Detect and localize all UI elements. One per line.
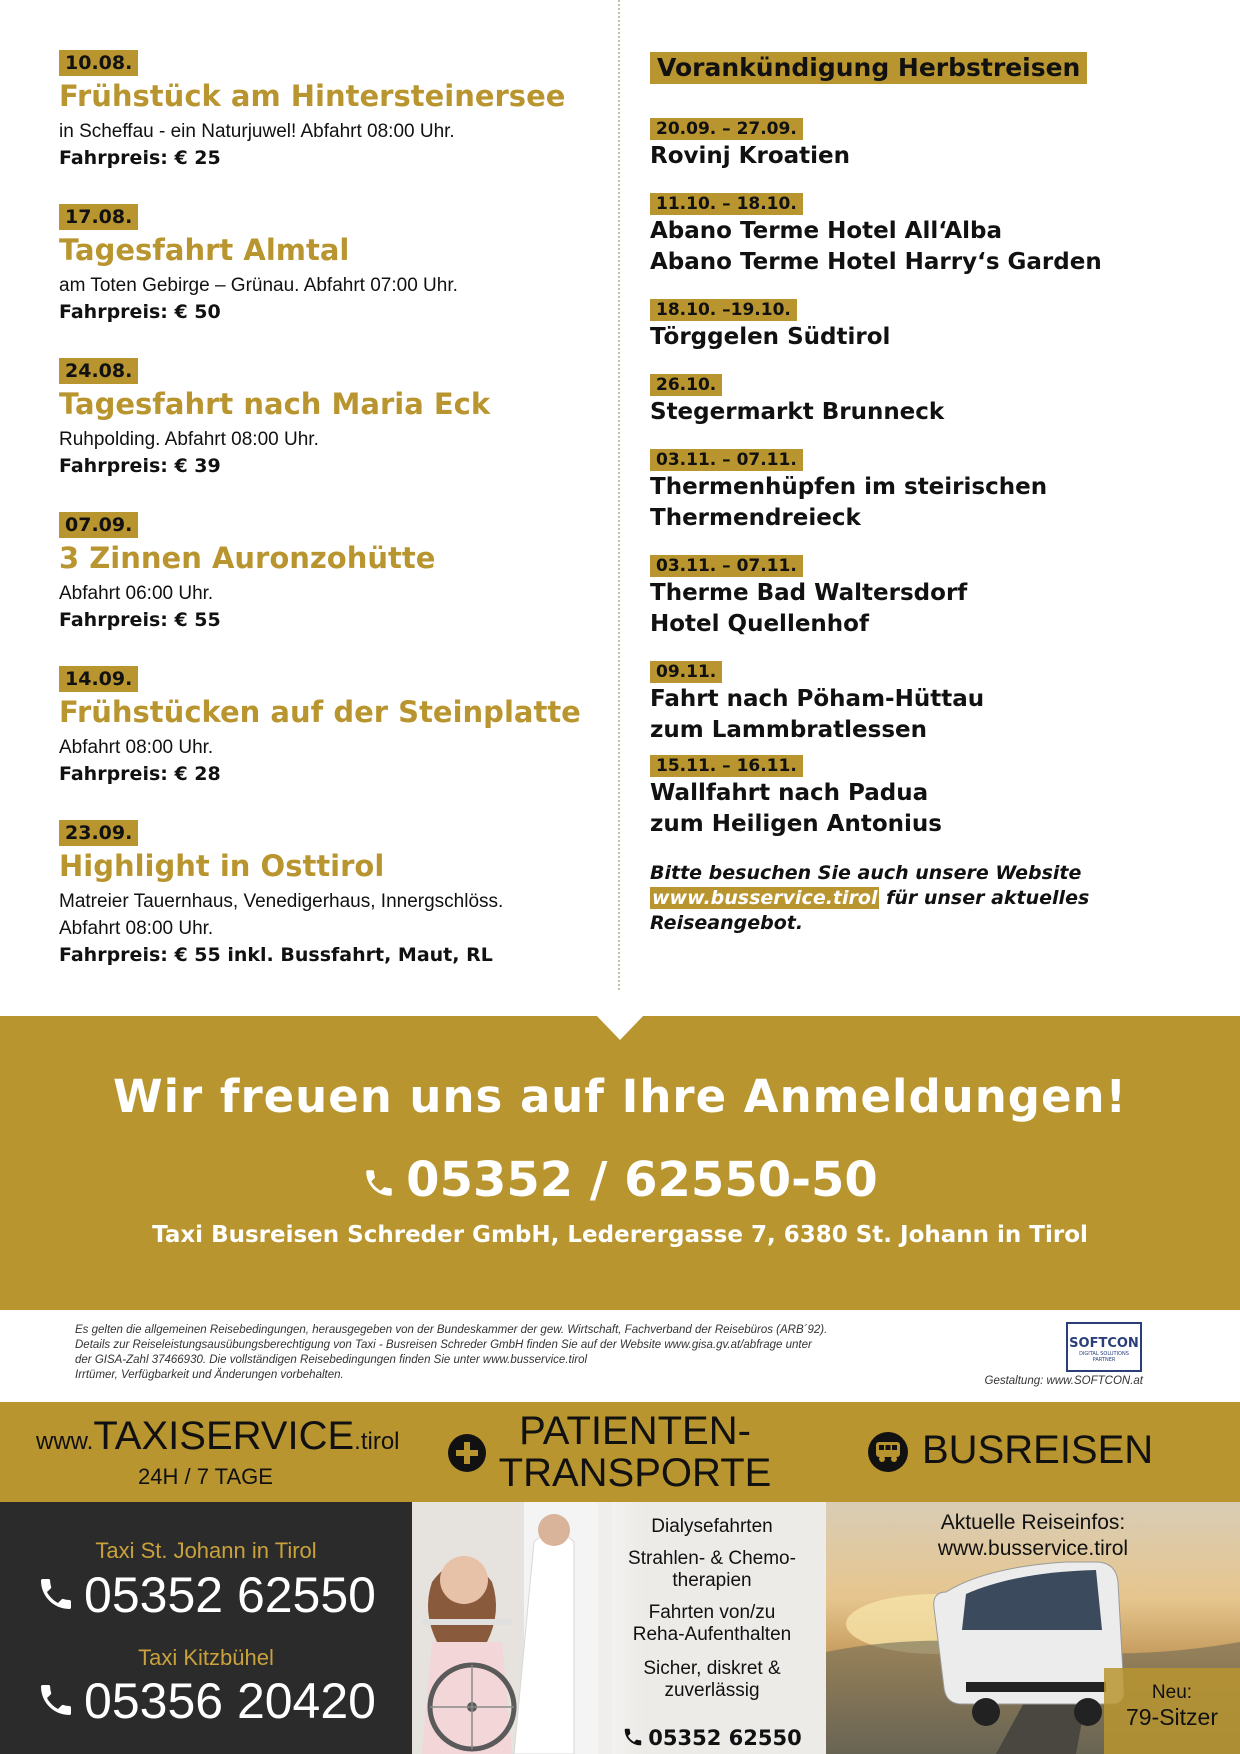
taxi-phone[interactable] — [0, 1566, 412, 1624]
legal-line: Es gelten die allgemeinen Reisebedingungen, herausgegeben von der Bundeskammer der gew. Wirtschaft, Fachverband der Reisebüros (ARB´92). — [75, 1324, 828, 1336]
trip-description: Abfahrt 08:00 Uhr. — [59, 737, 214, 758]
banner-phone-number: 05352 / 62550-50 — [406, 1152, 878, 1208]
trip-description: Abfahrt 06:00 Uhr. — [59, 583, 214, 604]
trip-item — [59, 358, 609, 480]
announcement-title: Thermendreieck — [650, 505, 861, 531]
announcement-item — [650, 449, 1220, 533]
date-badge: 14.09. — [59, 666, 138, 692]
announcement-item — [650, 555, 1220, 639]
www-prefix: www. — [36, 1428, 94, 1455]
taxi-phone[interactable] — [0, 1672, 412, 1730]
patient-illustration — [412, 1502, 612, 1754]
care-phone-number: 05352 62550 — [648, 1726, 802, 1750]
patient-transport-label — [490, 1410, 780, 1494]
date-badge: 24.08. — [59, 358, 138, 384]
announcement-title: Therme Bad Waltersdorf — [650, 580, 968, 606]
announcement-title: Wallfahrt nach Padua — [650, 780, 929, 806]
badge-line: Neu: — [1151, 1682, 1193, 1703]
announcement-title: Fahrt nach Pöham-Hüttau — [650, 686, 985, 712]
announcement-title: Törggelen Südtirol — [650, 324, 891, 350]
care-line: Strahlen- & Chemo- — [628, 1548, 796, 1569]
care-phone[interactable] — [598, 1726, 826, 1750]
badge-line: 79-Sitzer — [1125, 1704, 1219, 1730]
trip-description: in Scheffau - ein Naturjuwel! Abfahrt 08:00 Uhr. — [59, 121, 455, 142]
date-badge: 11.10. – 18.10. — [650, 193, 803, 215]
trip-item — [59, 666, 609, 788]
date-badge: 26.10. — [650, 374, 722, 396]
softcon-logo-subtext: DIGITAL SOLUTIONS PARTNER — [1079, 1351, 1129, 1363]
date-badge: 20.09. – 27.09. — [650, 118, 803, 140]
announcement-title: Abano Terme Hotel Harry‘s Garden — [650, 249, 1102, 275]
taxi-contact-panel — [0, 1502, 412, 1754]
announcement-title: zum Heiligen Antonius — [650, 811, 942, 837]
trip-title: Highlight in Osttirol — [59, 849, 385, 883]
softcon-logo — [1066, 1322, 1142, 1372]
trip-description: Matreier Tauernhaus, Venedigerhaus, Innergschlöss. — [59, 891, 504, 912]
announcement-item — [650, 193, 1220, 277]
care-line: zuverlässig — [664, 1680, 760, 1701]
legal-line: Details zur Reiseleistungsausübungsberechtigung von Taxi - Busreisen Schreder GmbH finden Sie auf der Website www.gisa.gv.at/abfrage unter — [75, 1339, 812, 1351]
announcement-title: Thermenhüpfen im steirischen — [650, 474, 1048, 500]
care-line: Sicher, diskret & — [643, 1658, 781, 1679]
trip-item — [59, 204, 609, 326]
bus-info-heading: Aktuelle Reiseinfos: — [940, 1511, 1126, 1534]
patient-services-panel — [598, 1502, 826, 1754]
announcement-title: Abano Terme Hotel All‘Alba — [650, 218, 1002, 244]
taxiservice-link[interactable] — [36, 1414, 400, 1459]
column-divider — [618, 0, 620, 990]
announcement-item — [650, 118, 1220, 171]
date-badge: 15.11. – 16.11. — [650, 755, 803, 777]
trip-title: 3 Zinnen Auronzohütte — [59, 541, 436, 575]
taxi-location: Taxi Kitzbühel — [138, 1645, 274, 1670]
date-badge: 17.08. — [59, 204, 138, 230]
taxi-location: Taxi St. Johann in Tirol — [95, 1538, 317, 1563]
bus-info-link[interactable]: www.busservice.tirol — [937, 1537, 1129, 1560]
date-badge: 23.09. — [59, 820, 138, 846]
bus-info-panel — [826, 1502, 1240, 1754]
care-line: Fahrten von/zu — [648, 1602, 776, 1623]
announcement-title: Hotel Quellenhof — [650, 611, 869, 637]
design-credit: Gestaltung: www.SOFTCON.at — [984, 1375, 1143, 1387]
announcement-list — [650, 52, 1220, 936]
trip-price: Fahrpreis: € 28 — [59, 763, 221, 785]
announcement-title: zum Lammbratlessen — [650, 717, 927, 743]
date-badge: 10.08. — [59, 50, 138, 76]
announcement-heading: Vorankündigung Herbstreisen — [650, 52, 1087, 84]
care-line: therapien — [672, 1570, 752, 1591]
website-link[interactable]: www.busservice.tirol — [652, 887, 878, 909]
trip-price: Fahrpreis: € 50 — [59, 301, 221, 323]
trip-item — [59, 820, 609, 969]
website-note-text: Reiseangebot. — [650, 912, 804, 934]
softcon-logo-text: SOFTCON — [1069, 1336, 1139, 1351]
date-badge: 07.09. — [59, 512, 138, 538]
trip-price: Fahrpreis: € 55 inkl. Bussfahrt, Maut, RL — [59, 944, 493, 966]
trip-title: Tagesfahrt nach Maria Eck — [59, 387, 491, 421]
website-note — [650, 861, 1220, 936]
banner-headline: Wir freuen uns auf Ihre Anmeldungen! — [112, 1070, 1128, 1123]
taxi-phone-number: 05356 20420 — [84, 1673, 376, 1729]
date-badge: 09.11. — [650, 661, 722, 683]
announcement-item — [650, 755, 1220, 839]
trip-item — [59, 512, 609, 634]
bus-icon — [868, 1432, 908, 1472]
www-suffix: .tirol — [354, 1428, 400, 1455]
banner-address: Taxi Busreisen Schreder GmbH, Lederergasse 7, 6380 St. Johann in Tirol — [152, 1222, 1088, 1248]
service-hours: 24H / 7 TAGE — [138, 1464, 273, 1489]
phone-icon — [36, 1574, 76, 1614]
taxi-phone-number: 05352 62550 — [84, 1567, 376, 1623]
trip-price: Fahrpreis: € 55 — [59, 609, 221, 631]
trip-description: Ruhpolding. Abfahrt 08:00 Uhr. — [59, 429, 319, 450]
legal-line: Irrtümer, Verfügbarkeit und Änderungen vorbehalten. — [75, 1369, 344, 1381]
announcement-item — [650, 661, 1220, 745]
patient-care-photo — [412, 1502, 612, 1754]
phone-icon — [622, 1726, 644, 1748]
patient-line: PATIENTEN- — [519, 1409, 751, 1453]
website-note-text: für unser aktuelles — [879, 887, 1090, 909]
banner-phone[interactable] — [0, 1152, 1240, 1208]
www-main: TAXISERVICE — [93, 1414, 355, 1458]
trip-item — [59, 50, 609, 172]
trip-description: am Toten Gebirge – Grünau. Abfahrt 07:00 Uhr. — [59, 275, 458, 296]
banner-notch — [595, 1014, 645, 1040]
trip-title: Frühstücken auf der Steinplatte — [59, 695, 581, 729]
care-line: Dialysefahrten — [651, 1516, 773, 1537]
date-badge: 03.11. – 07.11. — [650, 449, 803, 471]
legal-text — [75, 1323, 935, 1383]
busreisen-label: BUSREISEN — [922, 1428, 1154, 1472]
phone-icon — [36, 1680, 76, 1720]
date-badge: 18.10. –19.10. — [650, 299, 797, 321]
trip-title: Frühstück am Hintersteinersee — [59, 79, 566, 113]
announcement-title: Rovinj Kroatien — [650, 143, 850, 169]
patient-line: TRANSPORTE — [498, 1451, 772, 1495]
website-note-text: Bitte besuchen Sie auch unsere Website — [650, 862, 1082, 884]
trip-title: Tagesfahrt Almtal — [59, 233, 350, 267]
trip-price: Fahrpreis: € 39 — [59, 455, 221, 477]
phone-icon — [362, 1166, 396, 1200]
medical-plus-icon — [448, 1434, 486, 1472]
trip-price: Fahrpreis: € 25 — [59, 147, 221, 169]
trip-description: Abfahrt 08:00 Uhr. — [59, 918, 214, 939]
new-bus-badge — [1104, 1668, 1240, 1754]
trip-list — [59, 50, 609, 1001]
date-badge: 03.11. – 07.11. — [650, 555, 803, 577]
care-line: Reha-Aufenthalten — [632, 1624, 792, 1645]
legal-line: der GISA-Zahl 37466930. Die vollständigen Reisebedingungen finden Sie unter www.busservice.tirol — [75, 1354, 588, 1366]
announcement-title: Stegermarkt Brunneck — [650, 399, 945, 425]
announcement-item — [650, 299, 1220, 352]
announcement-item — [650, 374, 1220, 427]
